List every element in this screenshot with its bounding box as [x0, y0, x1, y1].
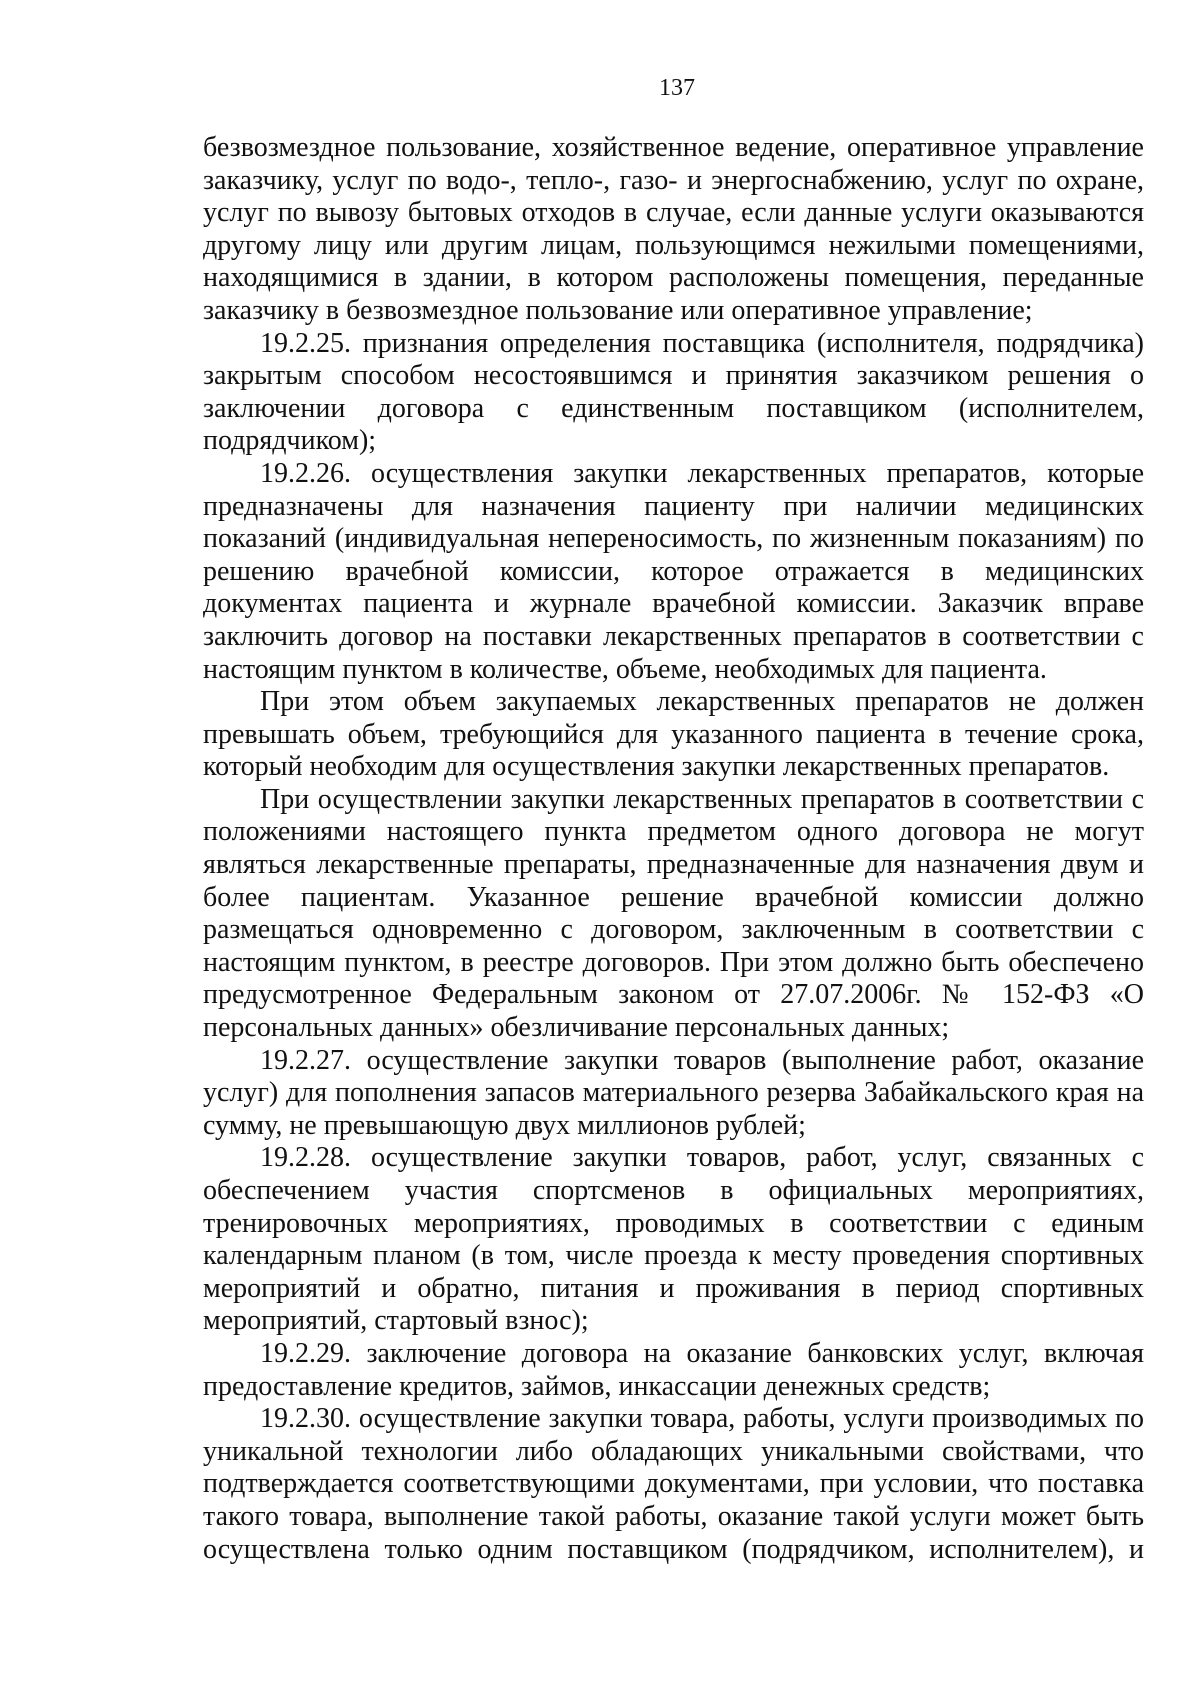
paragraph-19-2-29: 19.2.29. заключение договора на оказание банковских услуг, включая предоставление кредитов, займов, инкассации денежных средств; [203, 1337, 1144, 1402]
paragraph-19-2-28: 19.2.28. осуществление закупки товаров, работ, услуг, связанных с обеспечением участия спортсменов в официальных мероприятиях, тренировочных мероприятиях, проводимых в соответствии с единым календарным планом (в том, числе проезда к месту проведения спортивных мероприятий и обратно, питания и проживания в период спортивных мероприятий, стартовый взнос); [203, 1142, 1144, 1337]
paragraph-19-2-27: 19.2.27. осуществление закупки товаров (выполнение работ, оказание услуг) для пополнения запасов материального резерва Забайкальского края на сумму, не превышающую двух миллионов рублей; [203, 1044, 1144, 1141]
paragraph-continuation: безвозмездное пользование, хозяйственное ведение, оперативное управление заказчику, услуг по водо-, тепло-, газо- и энергоснабжению, услуг по охране, услуг по вывозу бытовых отходов в случае, если данные услуги оказываются другому лицу или другим лицам, пользующимся нежилыми помещениями, находящимися в здании, в котором расположены помещения, переданные заказчику в безвозмездное пользование или оперативное управление; [203, 132, 1144, 326]
paragraph-19-2-25: 19.2.25. признания определения поставщика (исполнителя, подрядчика) закрытым способом несостоявшимся и принятия заказчиком решения о заключении договора с единственным поставщиком (исполнителем, подрядчиком); [203, 327, 1144, 457]
paragraph-19-2-30: 19.2.30. осуществление закупки товара, работы, услуги производимых по уникальной технологии либо обладающих уникальными свойствами, что подтверждается соответствующими документами, при условии, что поставка такого товара, выполнение такой работы, оказание такой услуги может быть осуществлена только одним поставщиком (подрядчиком, исполнителем), и [203, 1403, 1144, 1565]
page-number: 137 [659, 75, 695, 101]
paragraph-contract-subject: При осуществлении закупки лекарственных препаратов в соответствии с положениями настоящего пункта предметом одного договора не могут являться лекарственные препараты, предназначенные для назначения двум и более пациентам. Указанное решение врачебной комиссии должно размещаться одновременно с договором, заключенным в соответствии с настоящим пунктом, в реестре договоров. При этом должно быть обеспечено предусмотренное Федеральным законом от 27.07.2006г. № 152-ФЗ «О персональных данных» обезличивание персональных данных; [203, 783, 1144, 1044]
document-body [203, 132, 1144, 1566]
paragraph-volume-limit: При этом объем закупаемых лекарственных препаратов не должен превышать объем, требующийся для указанного пациента в течение срока, который необходим для осуществления закупки лекарственных препаратов. [203, 686, 1144, 783]
paragraph-19-2-26: 19.2.26. осуществления закупки лекарственных препаратов, которые предназначены для назначения пациенту при наличии медицинских показаний (индивидуальная непереносимость, по жизненным показаниям) по решению врачебной комиссии, которое отражается в медицинских документах пациента и журнале врачебной комиссии. Заказчик вправе заключить договор на поставки лекарственных препаратов в соответствии с настоящим пунктом в количестве, объеме, необходимых для пациента. [203, 457, 1144, 685]
